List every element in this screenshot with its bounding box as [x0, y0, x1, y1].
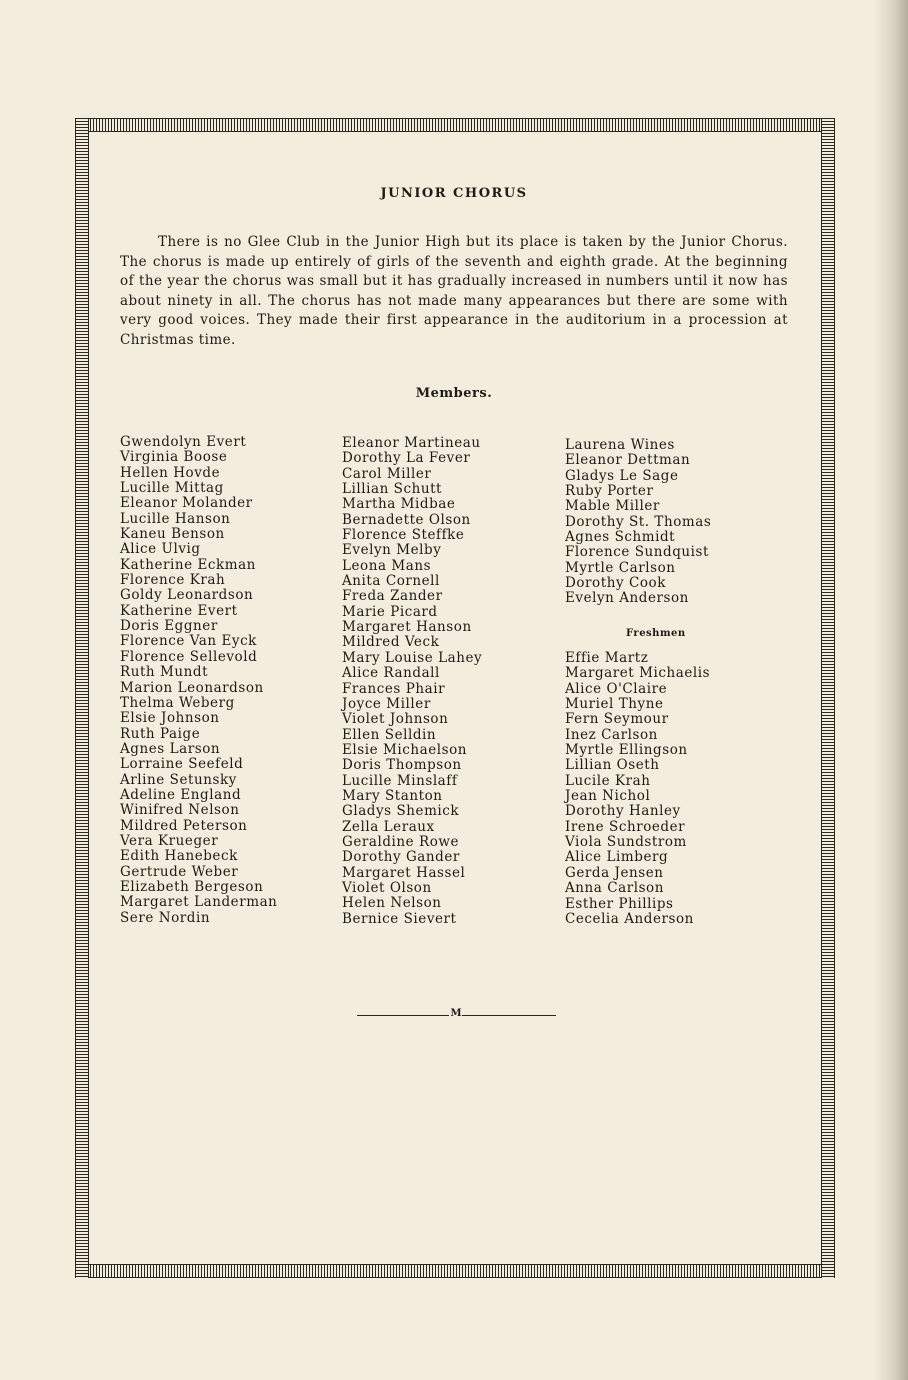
- member-name: Gerda Jensen: [565, 864, 664, 881]
- member-name: Helen Nelson: [342, 895, 442, 912]
- member-name: Edith Hanebeck: [120, 848, 238, 865]
- member-name: Alice Ulvig: [120, 541, 201, 558]
- member-name: Winifred Nelson: [120, 802, 240, 819]
- member-name: Ruth Paige: [120, 725, 201, 742]
- member-name: Lillian Oseth: [565, 757, 660, 774]
- member-name: Lucille Minslaff: [342, 772, 458, 789]
- member-column-1: [120, 435, 277, 926]
- member-name: Freda Zander: [342, 588, 443, 605]
- border-left: [75, 118, 89, 1278]
- member-name: Carol Miller: [342, 465, 432, 482]
- member-name: Zella Leraux: [342, 818, 435, 835]
- member-name: Dorothy Cook: [565, 575, 666, 592]
- member-name: Irene Schroeder: [565, 818, 686, 835]
- member-name: Ellen Selldin: [342, 726, 437, 743]
- member-name: Margaret Michaelis: [565, 665, 711, 682]
- member-name: Eleanor Molander: [120, 495, 253, 512]
- member-name: Margaret Hanson: [342, 619, 472, 636]
- member-name: Goldy Leonardson: [120, 587, 254, 604]
- member-name: Cecelia Anderson: [565, 910, 694, 927]
- member-name: Arline Setunsky: [120, 771, 237, 788]
- members-heading: Members.: [415, 386, 493, 401]
- member-name: Florence Van Eyck: [120, 633, 257, 650]
- member-name: Dorothy Gander: [342, 849, 460, 866]
- member-name: Florence Krah: [120, 572, 226, 589]
- member-name: Eleanor Dettman: [565, 452, 691, 469]
- member-name: Alice Limberg: [565, 849, 669, 866]
- member-name: Vera Krueger: [120, 832, 219, 849]
- footer-rule-right: [462, 1015, 556, 1016]
- member-name: Agnes Schmidt: [565, 529, 676, 546]
- member-name: Gwendolyn Evert: [120, 434, 247, 450]
- page-edge-shadow: [874, 0, 908, 1380]
- member-name: Mary Stanton: [342, 787, 443, 804]
- member-name: Geraldine Rowe: [342, 833, 460, 850]
- member-name: Marion Leonardson: [120, 679, 264, 696]
- member-name: Elizabeth Bergeson: [120, 878, 264, 895]
- member-name: Florence Sellevold: [120, 648, 258, 665]
- member-name: Gertrude Weber: [120, 863, 239, 880]
- member-name: Alice O'Claire: [565, 680, 668, 697]
- member-name: Anna Carlson: [565, 880, 664, 897]
- member-name: Kaneu Benson: [120, 526, 225, 543]
- member-name: Lucille Hanson: [120, 510, 231, 527]
- member-name: Dorothy St. Thomas: [565, 513, 712, 530]
- member-name: Marie Picard: [342, 603, 438, 620]
- member-name: Mildred Veck: [342, 634, 440, 651]
- member-name: Violet Johnson: [342, 711, 449, 728]
- border-bottom: [75, 1264, 835, 1278]
- member-column-2: [342, 436, 482, 927]
- page-title: JUNIOR CHORUS: [380, 186, 528, 201]
- footer-mark: M: [450, 1008, 462, 1019]
- member-name: Myrtle Ellingson: [565, 742, 688, 759]
- member-name: Jean Nichol: [565, 788, 651, 805]
- member-name: Thelma Weberg: [120, 694, 235, 711]
- member-name: Martha Midbae: [342, 496, 456, 513]
- member-name: Myrtle Carlson: [565, 559, 676, 576]
- member-name: Margaret Landerman: [120, 894, 278, 911]
- member-name: Elsie Michaelson: [342, 741, 467, 758]
- member-name: Bernice Sievert: [342, 910, 457, 927]
- member-name: Viola Sundstrom: [565, 834, 687, 851]
- member-name: Evelyn Melby: [342, 542, 442, 559]
- member-name: Florence Sundquist: [565, 544, 709, 561]
- member-name: Virginia Boose: [120, 449, 228, 466]
- member-name: Dorothy La Fever: [342, 450, 471, 467]
- intro-paragraph: There is no Glee Club in the Junior High but its place is taken by the Junior Chorus. The chorus is made up entirely of girls of the seventh and eighth grade. At the beginning of the year the chorus was small but it has gradually increased in numbers until it now has about ninety in all. The chorus has not made many appearances but there are some with very good voices. They made their first appearance in the auditorium in a procession at Christmas time.: [120, 234, 788, 348]
- member-name: Sere Nordin: [120, 909, 211, 926]
- member-column-3: [565, 438, 711, 607]
- member-name: Margaret Hassel: [342, 864, 466, 881]
- member-name: Fern Seymour: [565, 711, 669, 728]
- member-name: Alice Randall: [342, 665, 440, 682]
- member-name: Joyce Miller: [342, 695, 431, 712]
- member-name: Anita Cornell: [342, 573, 440, 590]
- member-name: Mable Miller: [565, 498, 660, 515]
- member-name: Hellen Hovde: [120, 464, 221, 481]
- member-name: Lorraine Seefeld: [120, 756, 244, 773]
- member-name: Muriel Thyne: [565, 696, 664, 713]
- member-name: Doris Eggner: [120, 618, 218, 635]
- member-name: Esther Phillips: [565, 895, 674, 912]
- member-name: Lillian Schutt: [342, 481, 443, 498]
- footer-rule-left: [357, 1015, 449, 1016]
- member-name: Eleanor Martineau: [342, 435, 481, 451]
- freshmen-column: [565, 651, 710, 927]
- border-right: [821, 118, 835, 1278]
- member-name: Dorothy Hanley: [565, 803, 681, 820]
- member-name: Leona Mans: [342, 557, 432, 574]
- member-name: Laurena Wines: [565, 437, 675, 453]
- member-name: Frances Phair: [342, 680, 446, 697]
- member-name: Florence Steffke: [342, 527, 465, 544]
- member-name: Katherine Evert: [120, 602, 238, 619]
- member-name: Lucile Krah: [565, 772, 651, 789]
- member-name: Violet Olson: [342, 879, 432, 896]
- member-name: Doris Thompson: [342, 757, 462, 774]
- member-name: Mary Louise Lahey: [342, 649, 483, 666]
- member-name: Mildred Peterson: [120, 817, 248, 834]
- border-top: [75, 118, 835, 132]
- member-name: Agnes Larson: [120, 740, 221, 757]
- member-name: Lucille Mittag: [120, 480, 224, 497]
- member-name: Elsie Johnson: [120, 710, 220, 727]
- member-name: Ruby Porter: [565, 483, 654, 500]
- member-name: Effie Martz: [565, 650, 649, 666]
- member-name: Gladys Shemick: [342, 803, 460, 820]
- member-name: Inez Carlson: [565, 726, 658, 743]
- member-name: Adeline England: [120, 786, 242, 803]
- member-name: Katherine Eckman: [120, 556, 256, 573]
- member-name: Evelyn Anderson: [565, 590, 689, 607]
- member-name: Bernadette Olson: [342, 511, 471, 528]
- member-name: Ruth Mundt: [120, 664, 209, 681]
- freshmen-heading: Freshmen: [626, 628, 686, 639]
- member-name: Gladys Le Sage: [565, 467, 679, 484]
